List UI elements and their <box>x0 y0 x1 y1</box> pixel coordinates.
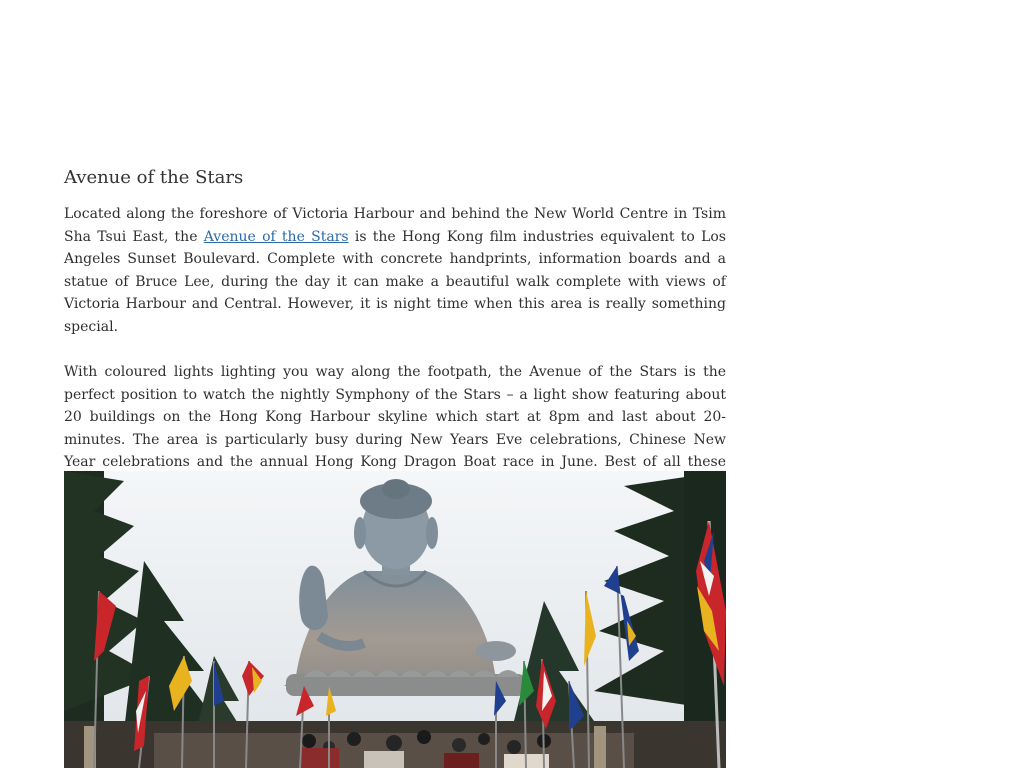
article-paragraph-1 <box>64 203 726 338</box>
paragraph-1-text-end: is the Hong Kong film industries equivalent to Los Angeles Sunset Boulevard. Complete with concrete handprints, information boards and a statue of Bruce Lee, during the day it can make a beautiful walk complete with views of Victoria Harbour and Central. However, it is night time when this area is really something special. <box>64 228 726 335</box>
article <box>64 164 726 519</box>
article-title: Avenue of the Stars <box>64 167 244 188</box>
avenue-of-the-stars-link[interactable]: Avenue of the Stars <box>203 228 349 245</box>
big-buddha-photo <box>64 471 726 768</box>
paragraph-1-text-start: Located along the foreshore of Victoria Harbour and behind the New World Centre in Tsim Sha Tsui East, the <box>64 206 726 245</box>
crowd-and-steps <box>64 721 726 768</box>
photo-illustration <box>64 471 726 768</box>
article-paragraph-2: With coloured lights lighting you way along the footpath, the Avenue of the Stars is the perfect position to watch the nightly Symphony of the Stars – a light show featuring about 20 buildings on the Hong Kong Harbour skyline which start at 8pm and last about 20-minutes. The area is particularly busy during New Years Eve celebrations, Chinese New Year celebrations and the annual Hong Kong Dragon Boat race in June. Best of all these <box>64 364 726 470</box>
